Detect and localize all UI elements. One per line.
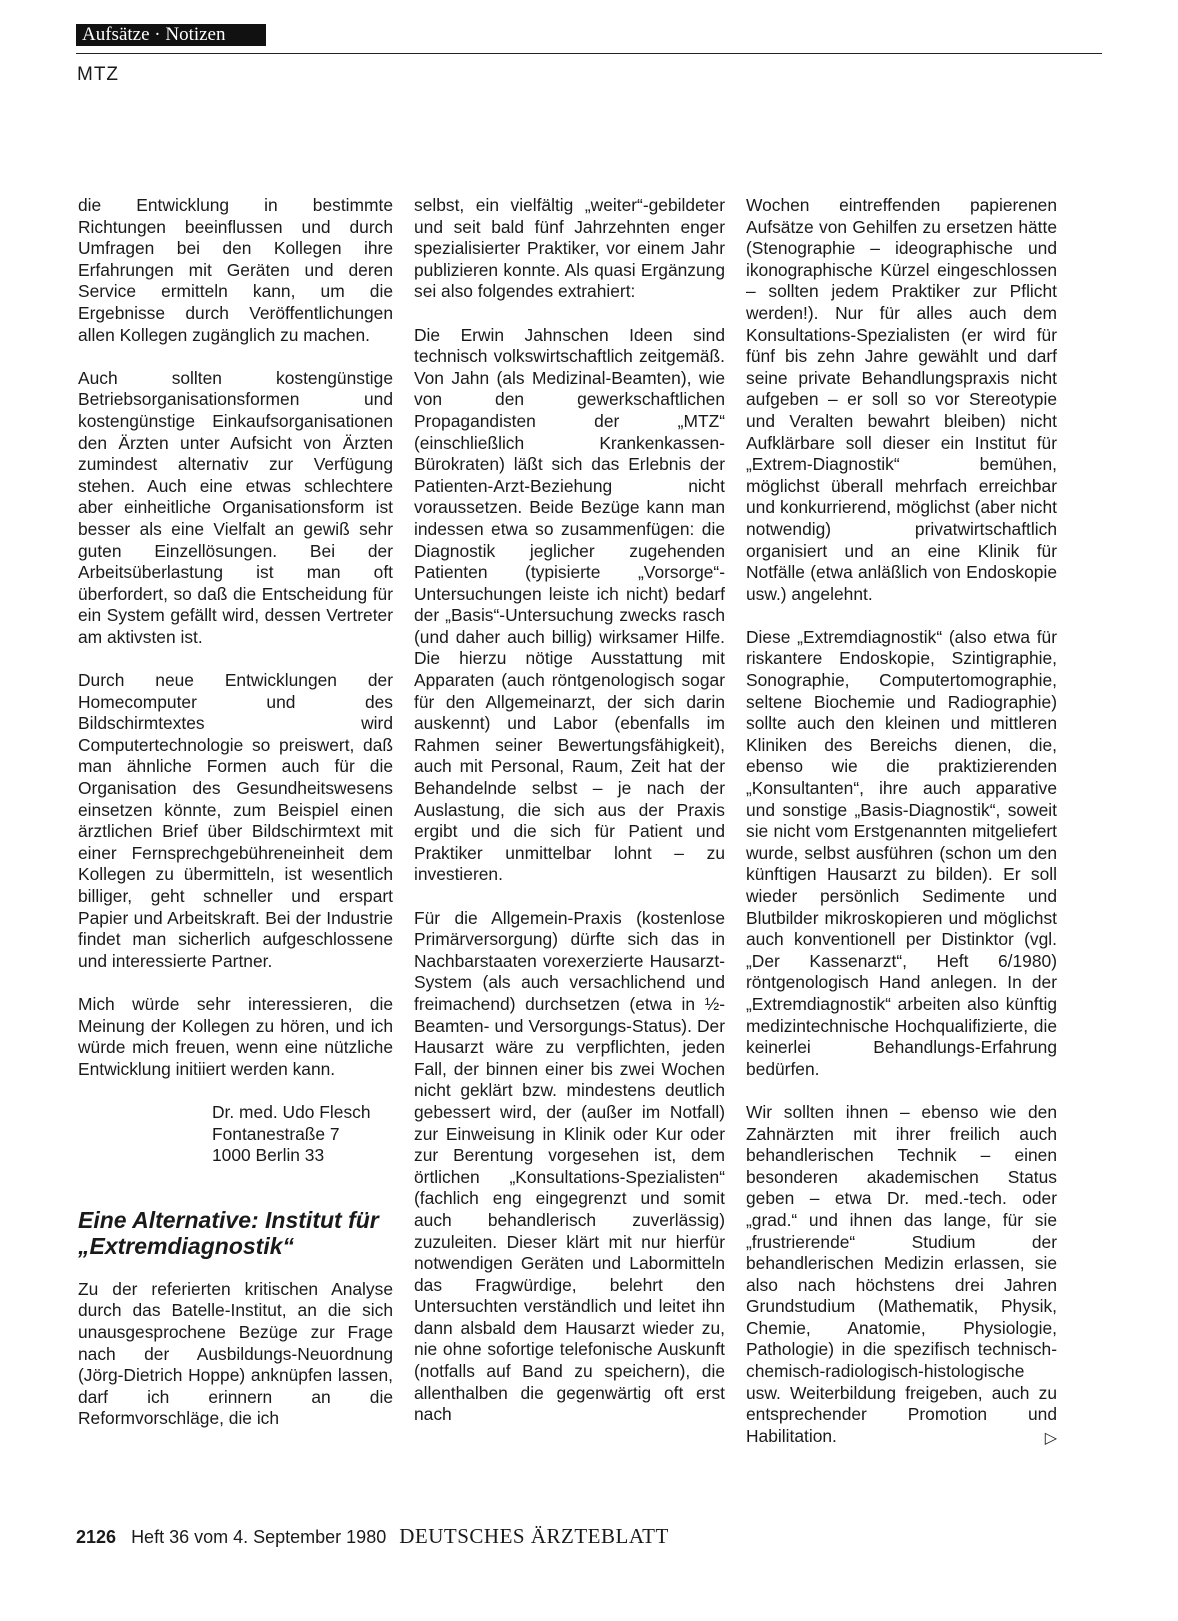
author-city: 1000 Berlin 33 [212,1145,325,1166]
paragraph: Durch neue Entwicklungen der Homecomputer und des Bildschirmtextes wird Computertechnologie so preiswert, daß man ähnliche Formen auch für die Organisation des Gesundheitswesens einsetzen könnte, zum Beispiel einen ärztlichen Brief über Bildschirmtext mit einer Fernsprechgebühreneinheit dem Kollegen zu übermitteln, ist wesentlich billiger, geht schneller und erspart Papier und Arbeitskraft. Bei der Industrie findet man sicherlich aufgeschlossene und interessierte Partner. [78,670,393,971]
paragraph: Die Erwin Jahnschen Ideen sind technisch volkswirtschaftlich zeitgemäß. Von Jahn (als Medizinal-Beamten), wie von den gewerkschaftlichen Propagandisten der „MTZ“ (einschließlich Krankenkassen-Bürokraten) läßt sich das Erlebnis der Patienten-Arzt-Beziehung nicht voraussetzen. Beide Bezüge kann man indessen etwa so zusammenfügen: die Diagnostik jeglicher zugehenden Patienten (typisierte „Vorsorge“-Untersuchungen leiste ich nicht) bedarf der „Basis“-Untersuchung zwecks rasch (und daher auch billig) wirksamer Hilfe. Die hierzu nötige Ausstattung mit Apparaten (auch röntgenologisch sogar für den Allgemeinarzt, der sich darin auskennt) und Labor (ebenfalls im Rahmen seiner Bewertungsfähigkeit), auch mit Personal, Raum, Zeit hat der Behandelnde selbst – je nach der Auslastung, die sich aus der Praxis ergibt und die sich für Patient und Praktiker unmittelbar lohnt – zu investieren. [414,324,725,885]
journal-abbreviation: MTZ [77,64,120,85]
paragraph: Mich würde sehr interessieren, die Meinung der Kollegen zu hören, und ich würde mich freuen, wenn eine nützliche Entwicklung initiiert werden kann. [78,993,393,1079]
author-name: Dr. med. Udo Flesch [212,1101,371,1122]
paragraph: Diese „Extremdiagnostik“ (also etwa für riskantere Endoskopie, Szintigraphie, Sonographie, Computertomographie, seltene Biochemie und Radiographie) sollte auch den kleinen und mittleren Kliniken des Bereichs dienen, die, ebenso wie die praktizierenden „Konsultanten“, ihre auch apparative und sonstige „Basis-Diagnostik“, soweit sie nicht vom Erstgenannten mitgeliefert wurde, selbst ausführen (schon um den künftigen Hausarzt zu bilden). Er soll wieder persönlich Sedimente und Blutbilder mikroskopieren und möglichst auch konventionell per Distinktor (vgl. „Der Kassenarzt“, Heft 6/1980) röntgenologisch Hand anlegen. In der „Extremdiagnostik“ arbeiten also künftig medizintechnische Hochqualifizierte, die keinerlei Behandlungs-Erfahrung bedürfen. [746,626,1057,1079]
author-signature [212,1102,393,1167]
journal-name: DEUTSCHES ÄRZTEBLATT [399,1524,669,1548]
continue-arrow-icon: ▷ [1044,1429,1057,1447]
paragraph [746,1102,1057,1448]
paragraph: Auch sollten kostengünstige Betriebsorganisationsformen und kostengünstige Einkaufsorganisationen den Ärzten unter Aufsicht von Ärzten zumindest alternativ zur Verfügung stehen. Auch eine etwas schlechtere aber einheitliche Organisationsform ist besser als eine Vielfalt an gewiß sehr guten Einzellösungen. Bei der Arbeitsüberlastung ist man oft überfordert, so daß die Entscheidung für ein System gefällt wird, dessen Vertreter am aktivsten ist. [78,367,393,647]
section-label: Aufsätze · Notizen [76,24,266,46]
paragraph-text: Wir sollten ihnen – ebenso wie den Zahnärzten mit ihrer freilich auch behandlerischen Technik – einen besonderen akademischen Status geben – etwa Dr. med.-tech. oder „grad.“ und ihnen das lange, für sie „frustrierende“ Studium der behandlerischen Medizin erlassen, sie also nach höchstens drei Jahren Grundstudium (Mathematik, Physik, Chemie, Anatomie, Physiologie, Pathologie) in die spezifisch technisch-chemisch-radiologisch-histologische usw. Weiterbildung freigeben, auch zu entsprechender Promotion und Habilitation. [746,1101,1057,1446]
paragraph: die Entwicklung in bestimmte Richtungen beeinflussen und durch Umfragen bei den Kollegen ihre Erfahrungen mit Geräten und deren Service ermitteln kann, um die Ergebnisse durch Veröffentlichungen allen Kollegen zugänglich zu machen. [78,195,393,345]
header-rule [76,53,1102,54]
paragraph: Wochen eintreffenden papierenen Aufsätze von Gehilfen zu ersetzen hätte (Stenographie – ideographische und ikonographische Kürzel eingeschlossen – sollten jedem Praktiker zur Pflicht werden!). Nur für alles auch dem Konsultations-Spezialisten (er wird für fünf bis zehn Jahre gewählt und darf seine private Behandlungspraxis nicht aufgeben – er soll so vor Stereotypie und Veralten bewahrt bleiben) nicht Aufklärbare soll dieser ein Institut für „Extrem-Diagnostik“ bemühen, möglichst überall mehrfach erreichbar und konkurrierend, möglichst (aber nicht notwendig) privatwirtschaftlich organisiert und an eine Klinik für Notfälle (etwa anläßlich von Endoskopie usw.) angelehnt. [746,195,1057,604]
issue-info: Heft 36 vom 4. September 1980 [131,1527,387,1547]
article-heading: Eine Alternative: Institut für „Extremdiagnostik“ [78,1206,379,1259]
paragraph: Zu der referierten kritischen Analyse durch das Batelle-Institut, an die sich unausgesprochene Bezüge zur Frage nach der Ausbildungs-Neuordnung (Jörg-Dietrich Hoppe) anknüpfen lassen, darf ich erinnern an die Reformvorschläge, die ich [78,1278,393,1429]
article-column-1 [78,195,393,1451]
article-column-3 [746,195,1057,1469]
page-number: 2126 [76,1527,117,1547]
paragraph: selbst, ein vielfältig „weiter“-gebildeter und seit bald fünf Jahrzehnten enger spezialisierter Praktiker, vor einem Jahr publizieren konnte. Als quasi Ergänzung sei also folgendes extrahiert: [414,195,725,302]
author-street: Fontanestraße 7 [212,1123,340,1144]
page-footer [76,1524,669,1549]
paragraph: Für die Allgemein-Praxis (kostenlose Primärversorgung) dürfte sich das in Nachbarstaaten vorexerzierte Hausarzt-System (als auch versachlichend und freimachend) durchsetzen (etwa in ½-Beamten- und Versorgungs-Status). Der Hausarzt wäre zu verpflichten, jeden Fall, der binnen einer bis zwei Wochen nicht geklärt bzw. mindestens deutlich gebessert wird, der (außer im Notfall) zur Einweisung in Klinik oder Kur oder zur Berentung vorgesehen ist, dem örtlichen „Konsultations-Spezialisten“ (fachlich eng eingegrenzt und somit auch behandlerisch zuverlässig) zuzuleiten. Dieser klärt mit nur hierfür notwendigen Geräten und Labormitteln das Fragwürdige, belehrt den Untersuchten verständlich und leitet ihn dann alsbald dem Hausarzt wieder zu, nie ohne sofortige telefonische Auskunft (notfalls auf Band zu speichern), die allenthalben die gegenwärtig oft erst nach [414,907,725,1425]
article-column-2 [414,195,725,1447]
